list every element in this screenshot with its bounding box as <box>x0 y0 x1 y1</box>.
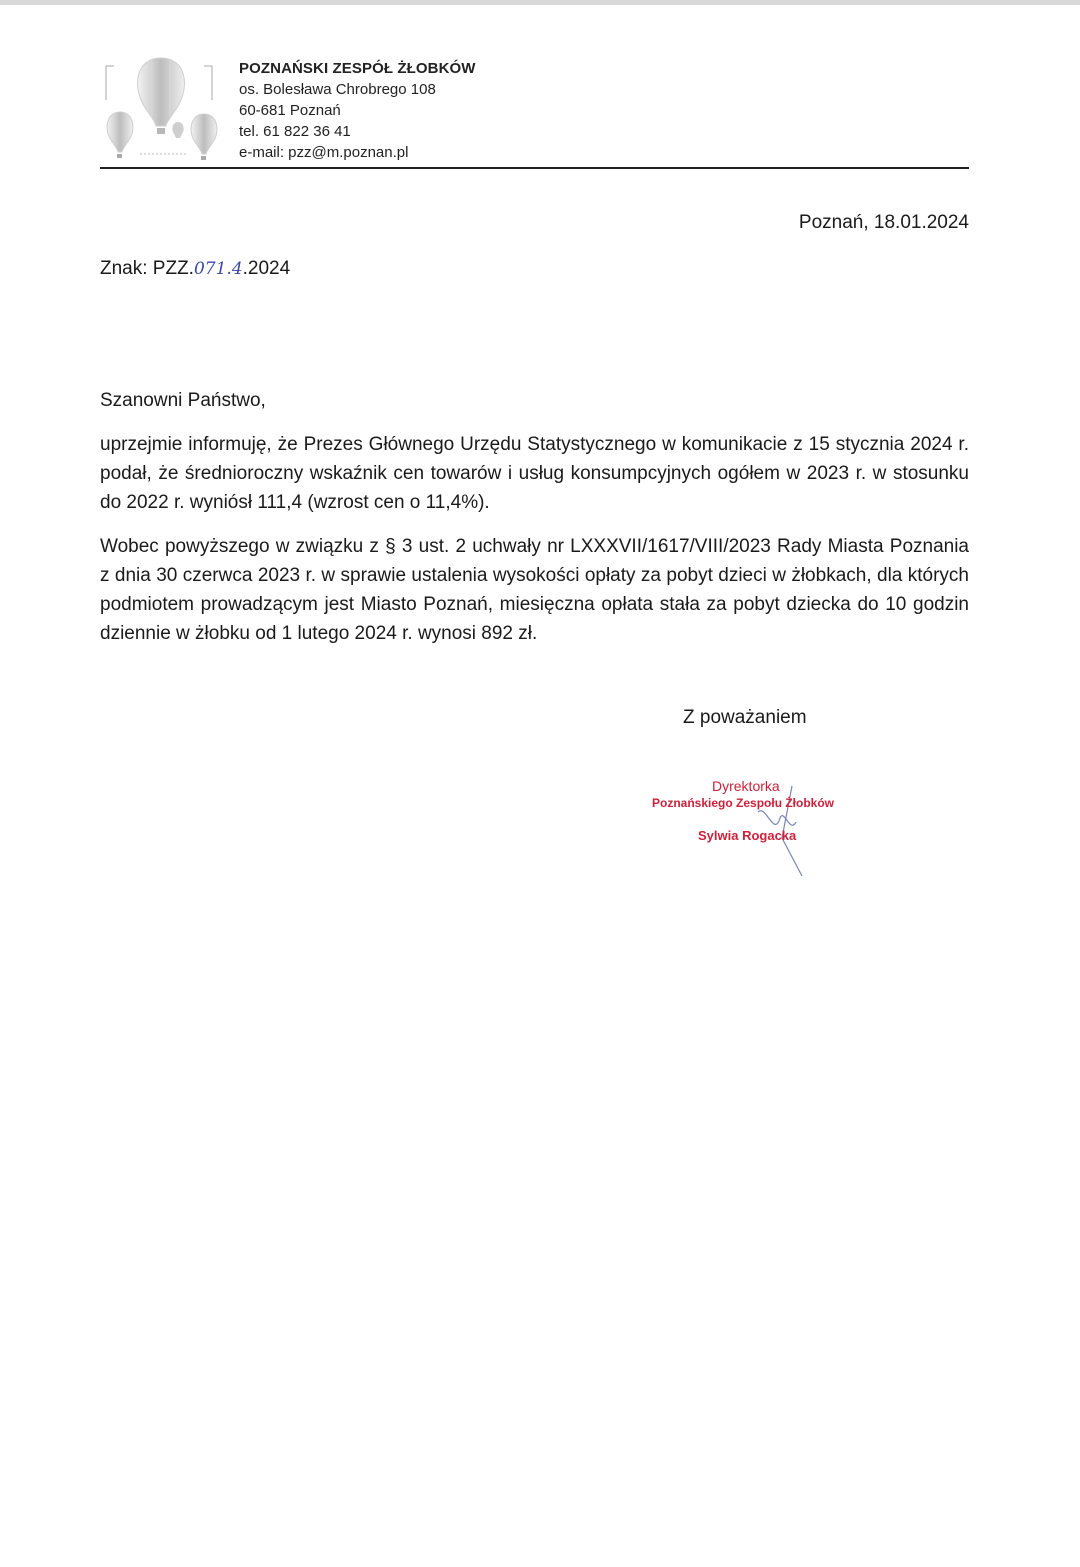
reference-number <box>100 258 290 280</box>
address-street: os. Bolesława Chrobrego 108 <box>239 81 436 98</box>
salutation: Szanowni Państwo, <box>100 390 266 411</box>
closing-phrase: Z poważaniem <box>683 707 807 728</box>
stamp-institution: Poznańskiego Zespołu Żłobków <box>652 796 835 810</box>
reference-handwritten: 071.4 <box>193 259 243 279</box>
address-city: 60-681 Poznań <box>239 102 341 119</box>
signature-stamp <box>650 778 870 878</box>
reference-suffix: .2024 <box>242 258 291 279</box>
organization-header <box>239 58 476 163</box>
place-and-date: Poznań, 18.01.2024 <box>798 212 969 233</box>
page-top-edge <box>0 0 1080 5</box>
header-divider <box>100 167 969 169</box>
stamp-title: Dyrektorka <box>712 778 780 794</box>
phone-number: tel. 61 822 36 41 <box>239 123 351 140</box>
body-paragraph-2: Wobec powyższego w związku z § 3 ust. 2 uchwały nr LXXXVII/1617/VIII/2023 Rady Miasta Poznania z dnia 30 czerwca 2023 r. w sprawie ustalenia wysokości opłaty za pobyt dzieci w żłobkach, dla których podmiotem prowadzącym jest Miasto Poznań, miesięczna opłata stała za pobyt dziecka do 10 godzin dziennie w żłobku od 1 lutego 2024 r. wynosi 892 zł. <box>100 536 969 644</box>
hot-air-balloons-logo-icon <box>96 52 226 167</box>
body-paragraph-1: uprzejmie informuję, że Prezes Głównego Urzędu Statystycznego w komunikacie z 15 stycznia 2024 r. podał, że średnioroczny wskaźnik cen towarów i usług konsumpcyjnych ogółem w 2023 r. w stosunku do 2022 r. wyniósł 111,4 (wzrost cen o 11,4%). <box>100 434 969 513</box>
organization-name: POZNAŃSKI ZESPÓŁ ŻŁOBKÓW <box>239 60 476 77</box>
stamp-person: Sylwia Rogacka <box>698 828 797 843</box>
email-address: e-mail: pzz@m.poznan.pl <box>239 144 409 161</box>
reference-prefix: Znak: PZZ. <box>100 258 194 279</box>
